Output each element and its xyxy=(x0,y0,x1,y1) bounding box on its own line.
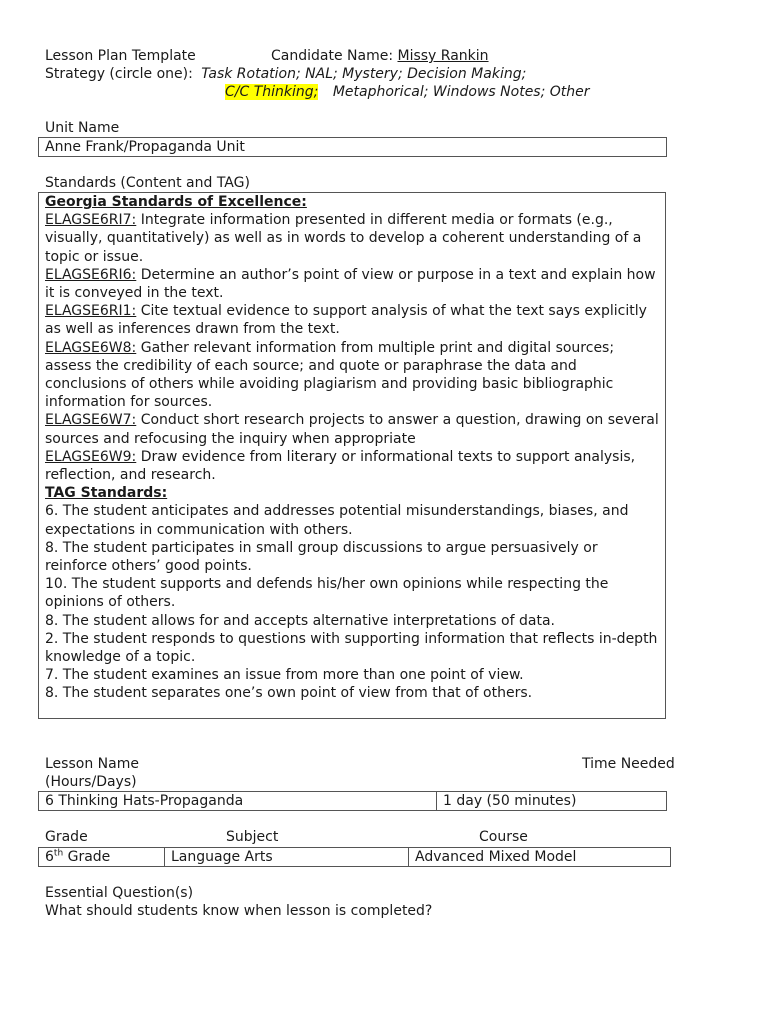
grade-label: Grade xyxy=(45,829,88,845)
subject-value: Language Arts xyxy=(164,848,408,866)
tag-item: 8. The student participates in small group discussions to argue persuasively or reinforce others’ good points. xyxy=(45,539,598,575)
time-needed-value: 1 day (50 minutes) xyxy=(436,792,666,810)
tag-item: 8. The student allows for and accepts alternative interpretations of data. xyxy=(45,612,555,629)
strategy-selected: C/C Thinking; xyxy=(225,84,319,100)
tag-item: 8. The student separates one’s own point of view from that of others. xyxy=(45,685,533,702)
tag-standards-heading: TAG Standards: xyxy=(45,485,168,502)
standard-item: ELAGSE6RI6: Determine an author’s point of view or purpose in a text and explain how it is conveyed in the text. xyxy=(45,266,656,302)
standard-item: ELAGSE6RI1: Cite textual evidence to support analysis of what the text says explicitly as well as inferences drawn from the text. xyxy=(45,303,647,338)
candidate-row xyxy=(271,47,489,65)
candidate-label: Candidate Name: xyxy=(271,48,394,64)
course-label: Course xyxy=(479,829,528,845)
strategy-label: Strategy (circle one): xyxy=(45,66,193,82)
course-value: Advanced Mixed Model xyxy=(408,848,670,866)
standard-item: ELAGSE6RI7: Integrate information presented in different media or formats (e.g., visually, quantitatively) as well as in words to develop a coherent understanding of a topic or issue. xyxy=(45,212,642,265)
lesson-name-value: 6 Thinking Hats-Propaganda xyxy=(45,793,244,809)
standard-item: ELAGSE6W9: Draw evidence from literary or informational texts to support analysis, reflection, and research. xyxy=(45,448,636,484)
strategy-row xyxy=(45,65,526,83)
strategy-row-2 xyxy=(225,83,590,101)
template-title: Lesson Plan Template xyxy=(45,48,196,64)
tag-item: 2. The student responds to questions with supporting information that reflects in-depth knowledge of a topic. xyxy=(45,630,658,666)
grade-value: 6th Grade xyxy=(45,848,111,865)
georgia-standards-heading: Georgia Standards of Excellence: xyxy=(45,194,307,210)
essential-questions-label: Essential Question(s) xyxy=(45,885,194,901)
time-needed-label: Time Needed xyxy=(582,756,675,772)
essential-questions-prompt: What should students know when lesson is completed? xyxy=(45,903,433,919)
unit-name-value: Anne Frank/Propaganda Unit xyxy=(45,139,245,155)
tag-item: 10. The student supports and defends his/her own opinions while respecting the opinions of others. xyxy=(45,576,609,611)
standards-label: Standards (Content and TAG) xyxy=(45,175,250,191)
standards-box xyxy=(38,192,666,719)
standard-item: ELAGSE6W8: Gather relevant information from multiple print and digital sources; assess the credibility of each source; and quote or paraphrase the data and conclusions of others while avoiding plagiarism and providing basic bibliographic information for sources. xyxy=(45,339,615,411)
unit-name-field xyxy=(38,137,667,157)
strategy-options-line2: Metaphorical; Windows Notes; Other xyxy=(332,84,590,100)
lesson-table xyxy=(38,791,667,811)
unit-name-label: Unit Name xyxy=(45,120,120,136)
tag-item: 7. The student examines an issue from more than one point of view. xyxy=(45,667,524,684)
time-unit-label: (Hours/Days) xyxy=(45,774,137,790)
strategy-options-line1: Task Rotation; NAL; Mystery; Decision Making; xyxy=(201,66,527,82)
lesson-name-label: Lesson Name xyxy=(45,756,139,772)
subject-label: Subject xyxy=(226,829,279,845)
course-table xyxy=(38,847,671,867)
standard-item: ELAGSE6W7: Conduct short research projects to answer a question, drawing on several sources and refocusing the inquiry when appropriate xyxy=(45,412,659,447)
tag-item: 6. The student anticipates and addresses potential misunderstandings, biases, and expectations in communication with others. xyxy=(45,503,629,538)
candidate-name: Missy Rankin xyxy=(397,48,489,64)
